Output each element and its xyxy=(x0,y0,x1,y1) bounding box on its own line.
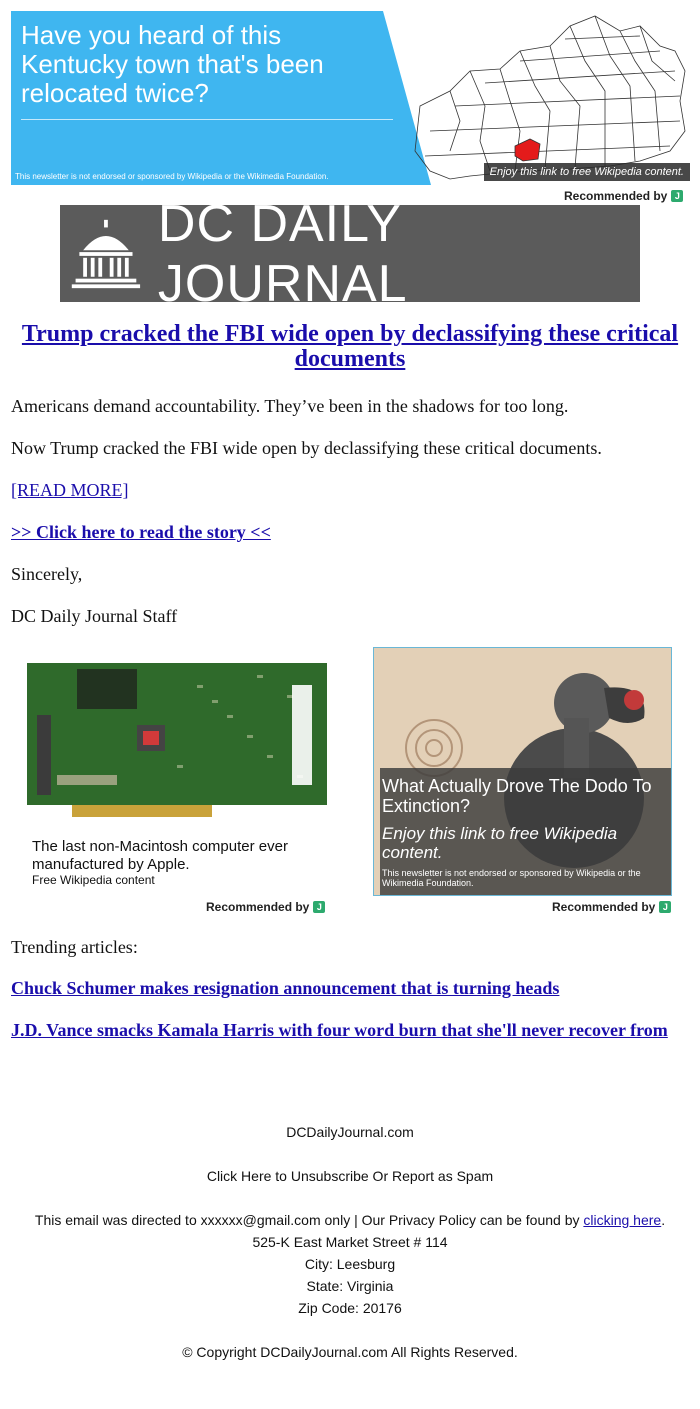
ad-dodo-title[interactable]: What Actually Drove The Dodo To Extinction? xyxy=(382,776,652,816)
footer-zip: Zip Code: 20176 xyxy=(298,1300,402,1316)
ad-left-subtitle: Free Wikipedia content xyxy=(32,873,155,887)
jeeng-logo-icon: J xyxy=(313,901,325,913)
ad-dodo-enjoy: Enjoy this link to free Wikipedia content. xyxy=(382,824,618,862)
ad-dodo-disclaimer: This newsletter is not endorsed or sponsored by Wikipedia or the Wikimedia Foundation. xyxy=(382,868,641,888)
jeeng-logo-icon: J xyxy=(671,190,683,202)
recommended-label: Recommended by xyxy=(552,900,656,914)
recommended-label: Recommended by xyxy=(564,189,668,203)
divider xyxy=(21,119,393,120)
footer-unsubscribe[interactable]: Click Here to Unsubscribe Or Report as Spam xyxy=(206,1168,494,1184)
recommended-by-left[interactable] xyxy=(206,900,325,914)
headline-link[interactable]: Trump cracked the FBI wide open by declassifying these critical documents xyxy=(21,321,679,372)
recommended-by-right[interactable] xyxy=(552,900,671,914)
closing-text: Sincerely, xyxy=(11,564,83,584)
circuit-board-image xyxy=(27,655,327,821)
capitol-dome-icon xyxy=(68,214,144,294)
trending-item-2 xyxy=(11,1020,681,1041)
click-here-paragraph xyxy=(11,522,271,543)
trending-link-2[interactable]: J.D. Vance smacks Kamala Harris with four word burn that she'll never recover from xyxy=(11,1020,668,1040)
logo-text: DC DAILY JOURNAL xyxy=(157,194,408,313)
top-ad-disclaimer: This newsletter is not endorsed or sponsored by Wikipedia or the Wikimedia Foundation. xyxy=(15,172,329,181)
trending-link-1[interactable]: Chuck Schumer makes resignation announcement that is turning heads xyxy=(11,978,560,998)
trending-label: Trending articles: xyxy=(11,937,138,957)
top-ad-enjoy-label[interactable]: Enjoy this link to free Wikipedia content. xyxy=(484,163,690,181)
footer-address: 525-K East Market Street # 114 xyxy=(252,1234,448,1250)
top-ad-headline[interactable]: Have you heard of this Kentucky town that's been relocated twice? xyxy=(21,20,324,108)
ad-image-circuit-board[interactable] xyxy=(27,655,327,821)
site-logo[interactable] xyxy=(60,194,640,313)
footer-city: City: Leesburg xyxy=(304,1256,396,1272)
top-ad-banner[interactable] xyxy=(11,11,690,185)
ad-left-title[interactable]: The last non-Macintosh computer ever manufactured by Apple. xyxy=(32,838,288,873)
footer-directed-text: This email was directed to xxxxxx@gmail.com only | Our Privacy Policy can be found by xyxy=(34,1212,584,1228)
article-paragraph-2: Now Trump cracked the FBI wide open by declassifying these critical documents. xyxy=(11,438,602,458)
recommended-label: Recommended by xyxy=(206,900,310,914)
article-paragraph-1: Americans demand accountability. They’ve been in the shadows for too long. xyxy=(11,396,569,416)
signature-text: DC Daily Journal Staff xyxy=(11,606,178,626)
jeeng-logo-icon: J xyxy=(659,901,671,913)
footer-site[interactable]: DCDailyJournal.com xyxy=(286,1124,414,1140)
read-more-link[interactable]: [READ MORE] xyxy=(11,480,129,500)
footer-directed-end: . xyxy=(661,1212,666,1228)
read-more-paragraph xyxy=(11,480,129,501)
trending-item-1 xyxy=(11,978,681,999)
click-here-link[interactable]: >> Click here to read the story << xyxy=(11,522,271,542)
ad-dodo[interactable] xyxy=(373,647,672,896)
footer-state: State: Virginia xyxy=(306,1278,394,1294)
kentucky-map-image xyxy=(390,11,690,185)
footer-copyright: © Copyright DCDailyJournal.com All Rights Reserved. xyxy=(182,1344,518,1360)
privacy-policy-link[interactable]: clicking here xyxy=(583,1212,662,1228)
article-headline[interactable] xyxy=(20,322,680,372)
footer-directed xyxy=(0,1212,700,1228)
